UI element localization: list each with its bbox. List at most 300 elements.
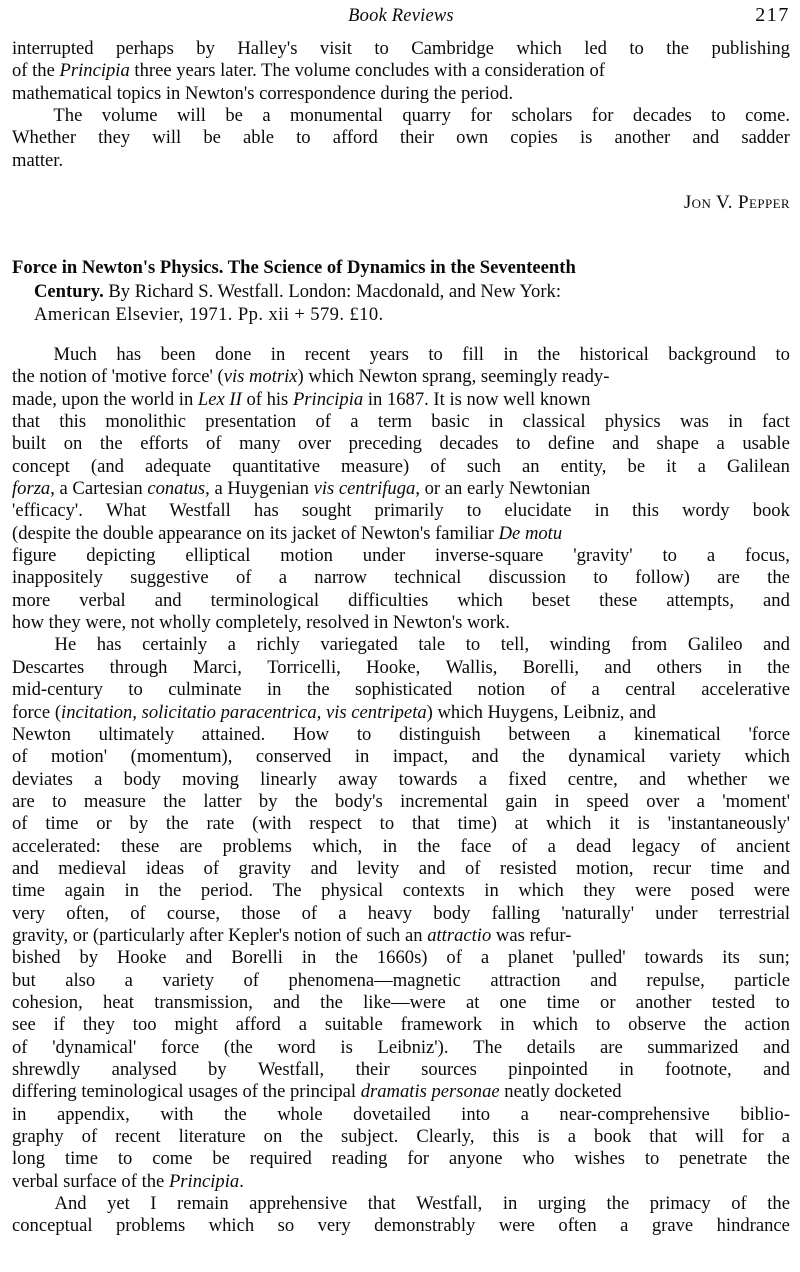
- text-word: to: [296, 127, 311, 149]
- text-word: of: [446, 947, 462, 969]
- text-word: The: [272, 880, 302, 902]
- text-word: attraction: [490, 969, 561, 991]
- text-word: levity: [356, 857, 400, 879]
- text-word: another: [635, 991, 692, 1013]
- text-word: accelerated:: [12, 835, 101, 857]
- text-word: in: [500, 1014, 515, 1036]
- text-line: [12, 411, 790, 433]
- page-number: 217: [755, 4, 790, 26]
- text-word: centre,: [567, 768, 618, 790]
- text-word: body's: [334, 790, 383, 812]
- text-word: required: [249, 1148, 312, 1170]
- text-word: we: [768, 768, 790, 790]
- text-word: will: [152, 127, 182, 149]
- text-word: to: [775, 344, 790, 366]
- text-word: kinematical: [634, 723, 721, 745]
- text-word: 'efficacy'.: [12, 500, 83, 522]
- text-word: of: [731, 1193, 747, 1215]
- text-word: conserved: [255, 746, 332, 768]
- text-word: many: [239, 433, 281, 455]
- text-word: dovetailed: [353, 1103, 431, 1125]
- text-line: [12, 500, 790, 522]
- text-word: body: [123, 768, 161, 790]
- text-word: elucidate: [504, 500, 572, 522]
- text-word: is: [340, 1036, 353, 1058]
- text-word: Galilean: [726, 455, 790, 477]
- text-word: bished: [12, 947, 61, 969]
- text-word: away: [338, 768, 378, 790]
- text-word: and: [185, 947, 213, 969]
- text-word: Wallis,: [445, 656, 498, 678]
- journal-page: [12, 0, 790, 1272]
- text-word: Newton: [12, 723, 71, 745]
- text-word: time: [64, 1148, 98, 1170]
- text-word: at: [465, 991, 480, 1013]
- text-word: be: [203, 127, 221, 149]
- text-word: medieval: [58, 857, 127, 879]
- text-word: the: [300, 1126, 323, 1148]
- text-word: able: [243, 127, 274, 149]
- text-word: to: [465, 634, 481, 656]
- text-word: He: [54, 634, 77, 656]
- text-word: of: [12, 1036, 28, 1058]
- text-word: it: [609, 813, 620, 835]
- text-word: was: [679, 411, 709, 433]
- text-word: led: [584, 38, 607, 59]
- text-word: the: [537, 344, 561, 366]
- text-word: of: [12, 746, 28, 768]
- text-word: tell,: [500, 634, 530, 656]
- text-word: to: [711, 105, 726, 127]
- text-word: term: [377, 411, 412, 433]
- text-word: in: [382, 835, 398, 857]
- text-word: of: [243, 969, 259, 991]
- text-word: been: [160, 344, 196, 366]
- text-word: Marci,: [192, 656, 242, 678]
- text-word: notion: [477, 679, 526, 701]
- text-word: under: [655, 902, 698, 924]
- text-word: apprehensive: [249, 1193, 348, 1215]
- text-word: others: [656, 656, 703, 678]
- text-word: afford: [235, 1014, 281, 1036]
- text-word: subject.: [340, 1126, 399, 1148]
- text-word: 1660s): [376, 947, 428, 969]
- text-line: [12, 858, 790, 880]
- text-word: sophisticated: [355, 679, 453, 701]
- text-word: these: [599, 589, 638, 611]
- text-word: focus,: [744, 545, 790, 567]
- text-word: dynamical: [568, 746, 646, 768]
- text-word: winding: [549, 634, 611, 656]
- text-word: shape: [656, 433, 699, 455]
- text-word: at: [514, 813, 529, 835]
- text-word: the: [335, 947, 358, 969]
- text-word: the: [522, 746, 545, 768]
- text-line: [12, 992, 790, 1014]
- text-word: sources: [421, 1059, 477, 1081]
- text-word: the: [606, 1193, 630, 1215]
- text-word: a: [338, 902, 347, 924]
- text-word: I: [150, 1193, 157, 1215]
- text-word: visit: [319, 38, 352, 59]
- text-word: define: [548, 433, 595, 455]
- text-word: a: [547, 835, 556, 857]
- text-word: a: [520, 1103, 529, 1125]
- text-word: in: [484, 880, 499, 902]
- text-word: hindrance: [716, 1215, 790, 1237]
- text-word: deviates: [12, 768, 73, 790]
- text-line: [12, 970, 790, 992]
- text-word: 'naturally': [561, 902, 635, 924]
- text-line: [12, 1126, 790, 1148]
- text-word: scholars: [511, 105, 573, 127]
- text-word: the: [99, 433, 123, 455]
- text-word: problems: [116, 1215, 186, 1237]
- text-word: biblio-: [740, 1103, 790, 1125]
- text-word: which: [545, 813, 592, 835]
- paragraph-continued: [12, 38, 790, 105]
- text-word: adequate: [145, 455, 212, 477]
- text-word: footnote,: [665, 1059, 732, 1081]
- text-word: in: [124, 880, 139, 902]
- text-word: to: [595, 1014, 611, 1036]
- text-word: and: [692, 127, 720, 149]
- text-word: What: [105, 500, 147, 522]
- text-word: come.: [745, 105, 790, 127]
- text-word: that: [649, 1126, 678, 1148]
- text-word: demonstrably: [374, 1215, 476, 1237]
- text-word: has: [96, 634, 122, 656]
- book-imprint-part-1: By Richard S. Westfall. London: Macdonald, and New York:: [108, 280, 562, 302]
- text-word: wordy: [682, 500, 730, 522]
- text-word: very: [317, 1215, 351, 1237]
- text-word: time: [45, 813, 79, 835]
- text-word: in: [554, 790, 570, 812]
- text-word: beset: [531, 589, 571, 611]
- text-word: the: [417, 835, 441, 857]
- text-word: primacy: [649, 1193, 711, 1215]
- text-word: tale: [418, 634, 446, 656]
- text-word: recent: [115, 1126, 161, 1148]
- text-word: in: [301, 947, 317, 969]
- text-word: conceptual: [12, 1215, 93, 1237]
- text-word: shrewdly: [12, 1059, 81, 1081]
- text-word: and: [639, 768, 666, 790]
- text-word: more: [12, 589, 51, 611]
- text-word: like—were: [363, 991, 446, 1013]
- text-line: made, upon the world in Lex II of his Principia in 1687. It is now well known: [12, 388, 591, 410]
- text-word: terminological: [210, 589, 320, 611]
- text-word: resisted: [499, 857, 557, 879]
- text-word: moving: [182, 768, 239, 790]
- text-word: variety: [162, 969, 215, 991]
- text-word: which: [518, 880, 564, 902]
- text-word: for: [591, 105, 614, 127]
- text-word: so: [277, 1215, 295, 1237]
- text-word: Westfall,: [258, 1059, 325, 1081]
- text-line: [12, 1215, 790, 1237]
- text-word: in: [488, 411, 504, 433]
- text-word: to: [379, 813, 395, 835]
- text-word: for: [470, 105, 493, 127]
- text-word: terrestrial: [718, 902, 790, 924]
- text-word: recur: [652, 857, 692, 879]
- text-word: over: [646, 790, 680, 812]
- text-word: a: [278, 567, 287, 589]
- text-word: are: [717, 567, 740, 589]
- text-word: mid-century: [12, 679, 103, 701]
- text-word: for: [742, 1126, 764, 1148]
- text-word: in: [619, 1059, 634, 1081]
- book-imprint-part-2: American Elsevier, 1971. Pp. xii + 579. £10.: [34, 303, 384, 325]
- text-word: heat: [102, 991, 134, 1013]
- heading-line: [12, 303, 790, 326]
- text-word: that: [12, 411, 40, 433]
- text-word: in: [502, 1193, 518, 1215]
- text-line: [12, 38, 790, 60]
- text-word: presentation: [205, 411, 297, 433]
- text-word: quantitative: [232, 455, 320, 477]
- text-line: [12, 105, 790, 127]
- text-word: Halley's: [237, 38, 298, 59]
- text-line: [12, 127, 790, 149]
- text-word: sun;: [758, 947, 790, 969]
- text-word: The: [473, 1036, 503, 1058]
- text-word: preceding: [348, 433, 422, 455]
- text-word: in: [727, 656, 742, 678]
- text-word: a: [478, 768, 488, 790]
- text-word: a: [298, 1014, 307, 1036]
- text-word: and: [418, 857, 446, 879]
- text-line: [12, 791, 790, 813]
- text-word: of: [235, 567, 252, 589]
- text-word: heavy: [367, 902, 413, 924]
- text-word: by: [208, 1059, 227, 1081]
- text-word: framework: [400, 1014, 483, 1036]
- text-word: grave: [651, 1215, 694, 1237]
- text-line: [12, 813, 790, 835]
- text-line: [12, 545, 790, 567]
- text-word: attempts,: [666, 589, 734, 611]
- text-word: appendix,: [57, 1103, 130, 1125]
- text-word: to: [374, 38, 389, 59]
- text-line: [12, 880, 790, 902]
- text-word: over: [297, 433, 332, 455]
- text-word: a: [706, 545, 716, 567]
- text-word: How: [292, 723, 330, 745]
- text-word: ultimately: [98, 723, 174, 745]
- text-word: done: [215, 344, 252, 366]
- text-word: verbal: [79, 589, 126, 611]
- text-word: on: [263, 1126, 283, 1148]
- text-word: remain: [177, 1193, 229, 1215]
- text-word: who: [522, 1148, 555, 1170]
- text-line: [12, 1104, 790, 1126]
- text-word: and: [763, 589, 790, 611]
- text-word: quarry: [402, 105, 451, 127]
- text-word: and: [12, 857, 39, 879]
- text-word: fixed: [508, 768, 547, 790]
- text-word: which: [532, 1014, 578, 1036]
- text-word: sadder: [741, 127, 790, 149]
- text-word: Borelli,: [522, 656, 580, 678]
- text-word: efforts: [140, 433, 189, 455]
- text-word: summarized: [647, 1036, 739, 1058]
- text-word: a: [591, 679, 600, 701]
- text-word: period.: [200, 880, 254, 902]
- text-word: which: [516, 38, 562, 59]
- text-word: that: [411, 813, 440, 835]
- text-word: in: [266, 679, 282, 701]
- text-word: the: [163, 790, 186, 812]
- paragraph-3: [12, 1193, 790, 1238]
- text-word: in: [12, 1103, 27, 1125]
- text-word: they: [82, 1014, 115, 1036]
- text-word: transmission,: [154, 991, 253, 1013]
- text-word: Hooke,: [366, 656, 421, 678]
- text-word: problems: [222, 835, 292, 857]
- running-head-title: Book Reviews: [348, 6, 454, 26]
- text-line: [12, 567, 790, 589]
- text-word: basic: [431, 411, 470, 433]
- text-word: afford: [332, 127, 378, 149]
- text-word: body: [433, 902, 471, 924]
- text-word: yet: [107, 1193, 130, 1215]
- text-word: be: [627, 455, 646, 477]
- text-word: of: [511, 835, 528, 857]
- text-word: 'instantaneously': [667, 813, 790, 835]
- text-word: is: [537, 1126, 550, 1148]
- text-word: tested: [711, 991, 756, 1013]
- text-word: (the: [223, 1036, 253, 1058]
- text-word: which: [744, 746, 790, 768]
- text-word: fact: [761, 411, 790, 433]
- text-word: classical: [522, 411, 586, 433]
- text-word: measure: [83, 790, 146, 812]
- text-word: observe: [628, 1014, 686, 1036]
- text-word: the: [306, 679, 330, 701]
- text-word: concept: [12, 455, 70, 477]
- text-word: a: [620, 1215, 629, 1237]
- text-word: a: [124, 969, 133, 991]
- book-reference-heading: [12, 256, 790, 326]
- review-two-body: [12, 344, 790, 1238]
- text-word: repulse,: [646, 969, 705, 991]
- text-word: force: [161, 1036, 200, 1058]
- text-word: and: [763, 634, 790, 656]
- text-word: they: [98, 127, 131, 149]
- text-word: and: [310, 857, 338, 879]
- text-line: [12, 590, 790, 612]
- text-word: phenomena—magnetic: [288, 969, 461, 991]
- text-word: near-comprehensive: [559, 1103, 710, 1125]
- text-word: 'moment': [722, 790, 790, 812]
- text-line: [12, 634, 790, 656]
- text-word: by: [196, 38, 215, 59]
- text-word: to: [515, 433, 531, 455]
- text-word: legacy: [631, 835, 681, 857]
- text-word: has: [116, 344, 142, 366]
- text-word: of: [301, 902, 318, 924]
- text-word: of: [205, 433, 222, 455]
- text-word: and: [273, 991, 300, 1013]
- text-word: attained.: [201, 723, 266, 745]
- text-word: towards: [644, 947, 704, 969]
- text-word: that: [367, 1193, 396, 1215]
- text-word: analysed: [111, 1059, 177, 1081]
- text-word: a: [480, 947, 490, 969]
- text-word: might: [174, 1014, 218, 1036]
- text-word: a: [716, 433, 725, 455]
- text-word: Galileo: [687, 634, 743, 656]
- text-word: latter: [203, 790, 242, 812]
- text-word: respect: [309, 813, 362, 835]
- text-word: a: [696, 790, 705, 812]
- text-word: physics: [604, 411, 661, 433]
- text-word: which: [208, 1215, 255, 1237]
- text-word: or: [600, 991, 616, 1013]
- text-word: falling: [491, 902, 541, 924]
- text-word: rate: [206, 813, 235, 835]
- text-word: whether: [687, 768, 747, 790]
- text-line: [12, 1037, 790, 1059]
- text-word: a: [227, 634, 236, 656]
- text-line: [12, 903, 790, 925]
- text-word: variegated: [320, 634, 398, 656]
- text-word: Borelli: [231, 947, 283, 969]
- reviewer-signature: [12, 192, 790, 214]
- text-word: by: [258, 790, 278, 812]
- text-word: gain: [505, 790, 538, 812]
- text-word: urging: [537, 1193, 587, 1215]
- text-word: these: [121, 835, 160, 857]
- text-word: interrupted: [12, 38, 94, 59]
- text-word: ideas: [145, 857, 185, 879]
- text-word: time: [546, 991, 580, 1013]
- text-word: 'gravity': [573, 545, 633, 567]
- text-word: reading: [331, 1148, 388, 1170]
- text-word: the: [158, 880, 182, 902]
- text-word: a: [350, 411, 359, 433]
- text-line: (despite the double appearance on its jacket of Newton's familiar De motu: [12, 522, 563, 544]
- text-word: ancient: [736, 835, 790, 857]
- text-word: one: [499, 991, 527, 1013]
- book-title-part-2: Century.: [34, 280, 104, 302]
- text-word: the: [767, 567, 790, 589]
- text-word: planet: [508, 947, 554, 969]
- text-word: and: [154, 589, 182, 611]
- text-word: own: [456, 127, 489, 149]
- heading-spacer: [12, 326, 790, 344]
- text-word: monumental: [290, 105, 383, 127]
- running-head: [12, 4, 790, 38]
- text-line: the notion of 'motive force' (vis motrix) which Newton sprang, seemingly ready-: [12, 366, 610, 388]
- text-word: they: [583, 880, 616, 902]
- text-word: a: [94, 768, 103, 790]
- text-word: and: [471, 746, 499, 768]
- reviewer-name: Jon V. Pepper: [683, 192, 790, 214]
- text-word: by: [129, 813, 149, 835]
- text-line: [12, 344, 790, 366]
- text-word: a: [567, 1126, 577, 1148]
- text-word: it: [666, 455, 677, 477]
- paragraph-1: [12, 344, 790, 634]
- text-word: literature: [178, 1126, 246, 1148]
- text-word: the: [767, 1148, 790, 1170]
- text-word: a: [262, 105, 271, 127]
- paragraph-2: [12, 634, 790, 1193]
- text-word: the: [165, 813, 189, 835]
